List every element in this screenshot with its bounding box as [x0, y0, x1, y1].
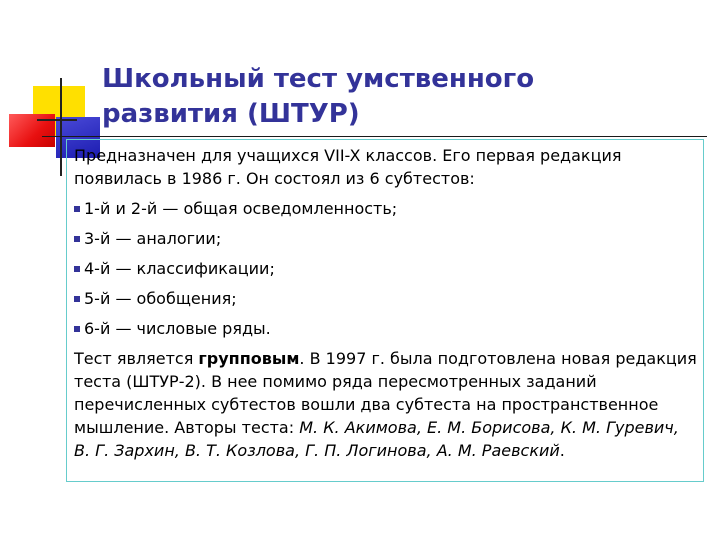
- decorative-short-line: [37, 119, 77, 121]
- list-item-text: 4-й — классификации;: [84, 259, 275, 278]
- square-bullet-icon: [74, 326, 80, 332]
- closing-text-start: Тест является: [74, 349, 199, 368]
- slide-title-line-2: развития (ШТУР): [102, 99, 360, 129]
- list-item: [74, 287, 697, 310]
- square-bullet-icon: [74, 206, 80, 212]
- slide-title: [102, 62, 534, 132]
- list-item: [74, 257, 697, 280]
- title-divider-line: [42, 136, 707, 137]
- list-item: [74, 197, 697, 220]
- closing-paragraph: [74, 347, 697, 462]
- list-item-text: 6-й — числовые ряды.: [84, 319, 271, 338]
- intro-paragraph: Предназначен для учащихся VII-X классов. Его первая редакция появилась в 1986 г. Он состоял из 6 субтестов:: [74, 146, 622, 188]
- list-item-text: 3-й — аналогии;: [84, 229, 222, 248]
- list-item: [74, 317, 697, 340]
- closing-text-end: .: [559, 441, 565, 460]
- list-item-text: 1-й и 2-й — общая осведомленность;: [84, 199, 398, 218]
- list-item: [74, 227, 697, 250]
- decorative-vertical-line: [60, 78, 62, 176]
- slide-title-line-1: Школьный тест умственного: [102, 64, 535, 94]
- subtest-list: [74, 197, 697, 340]
- closing-text-middle: . В 1997 г. была подготовлена новая редакция теста (ШТУР-2). В нее помимо ряда пересмотренных заданий перечисленных субтестов вошли два субтеста на пространственное мышление. Авторы теста:: [74, 349, 697, 437]
- square-bullet-icon: [74, 266, 80, 272]
- group-test-emphasis: групповым: [198, 349, 300, 368]
- square-bullet-icon: [74, 236, 80, 242]
- square-bullet-icon: [74, 296, 80, 302]
- list-item-text: 5-й — обобщения;: [84, 289, 237, 308]
- content-box: [66, 139, 704, 482]
- authors-list: М. К. Акимова, Е. М. Борисова, К. М. Гуревич, В. Г. Зархин, В. Т. Козлова, Г. П. Логинова, А. М. Раевский: [74, 418, 679, 460]
